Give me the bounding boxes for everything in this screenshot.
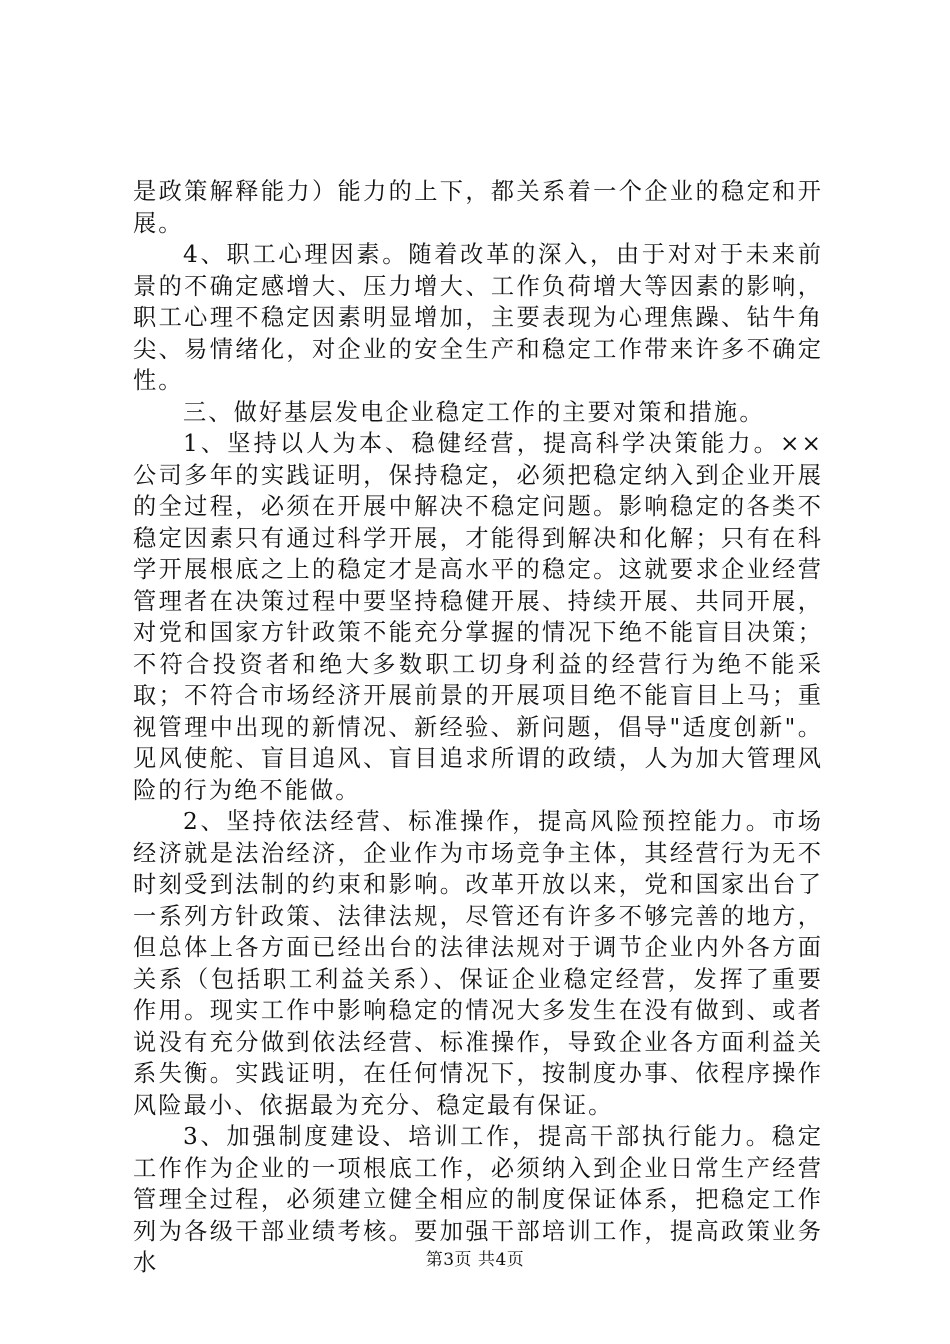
paragraph-system-building: 3、加强制度建设、培训工作，提高干部执行能力。稳定工作作为企业的一项根底工作，必须纳入到企业日常生产经营管理全过程，必须建立健全相应的制度保证体系，把稳定工作列为各级干部业绩考核。要加强干部培训工作，提高政策业务水 bbox=[133, 1123, 823, 1276]
document-body bbox=[133, 176, 823, 1279]
section-heading-countermeasures: 三、做好基层发电企业稳定工作的主要对策和措施。 bbox=[183, 398, 765, 426]
page-footer: 第3页 共4页 bbox=[425, 1250, 525, 1270]
paragraph-lawful-operation: 2、坚持依法经营、标准操作，提高风险预控能力。市场经济就是法治经济，企业作为市场竞争主体，其经营行为无不时刻受到法制的约束和影响。改革开放以来，党和国家出台了一系列方针政策、法律法规，尽管还有许多不够完善的地方，但总体上各方面已经出台的法律法规对于调节企业内外各方面关系（包括职工利益关系）、保证企业稳定经营，发挥了重要作用。现实工作中影响稳定的情况大多发生在没有做到、或者说没有充分做到依法经营、标准操作，导致企业各方面利益关系失衡。实践证明，在任何情况下，按制度办事、依程序操作风险最小、依据最为充分、稳定最有保证。 bbox=[133, 808, 823, 1119]
paragraph-psychology-factor: 4、职工心理因素。随着改革的深入，由于对对于未来前景的不确定感增大、压力增大、工作负荷增大等因素的影响，职工心理不稳定因素明显增加，主要表现为心理焦躁、钻牛角尖、易情绪化，对企业的安全生产和稳定工作带来许多不确定性。 bbox=[133, 241, 823, 394]
paragraph-continuation: 是政策解释能力）能力的上下，都关系着一个企业的稳定和开展。 bbox=[133, 178, 823, 237]
paragraph-people-oriented: 1、坚持以人为本、稳健经营，提高科学决策能力。××公司多年的实践证明，保持稳定，必须把稳定纳入到企业开展的全过程，必须在开展中解决不稳定问题。影响稳定的各类不稳定因素只有通过科学开展，才能得到解决和化解；只有在科学开展根底之上的稳定才是高水平的稳定。这就要求企业经营管理者在决策过程中要坚持稳健开展、持续开展、共同开展，对党和国家方针政策不能充分掌握的情况下绝不能盲目决策；不符合投资者和绝大多数职工切身利益的经营行为绝不能采取；不符合市场经济开展前景的开展项目绝不能盲目上马；重视管理中出现的新情况、新经验、新问题，倡导"适度创新"。见风使舵、盲目追风、盲目追求所谓的政绩，人为加大管理风险的行为绝不能做。 bbox=[133, 430, 823, 804]
